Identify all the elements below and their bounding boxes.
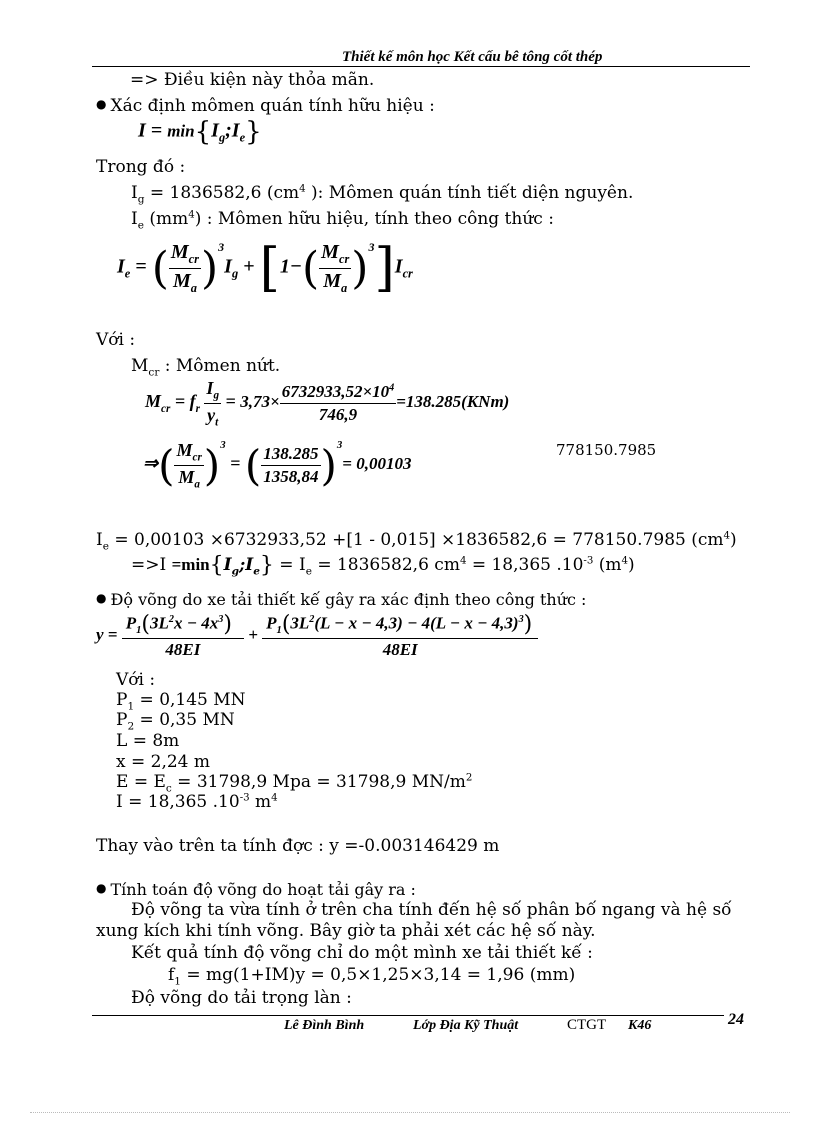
voi-label-2: Với :: [116, 670, 156, 690]
footer-ctgt: CTGT: [567, 1017, 607, 1033]
f1-value: $f_1 = mg(1+IM)y = 0,5\times 1,25\times 3,14 = 1,96$ (mm): [168, 965, 576, 988]
paragraph-line-2: xung kích khi tính võng. Bây giờ ta phải xét các hệ số này.: [96, 921, 596, 941]
deflection-heading: ● Độ võng do xe tải thiết kế gây ra xác định theo công thức :: [96, 590, 587, 609]
bullet-icon: ●: [96, 97, 107, 111]
voi-label-1: Với :: [96, 330, 136, 350]
condition-satisfied: => Điều kiện này thỏa mãn.: [130, 70, 375, 90]
formula-mcr: $M_{cr} = f_r$ $\frac{I_g}{y_t}$ = 3,73× $\frac{6732933,52\times 10^4}{746,9}$ =138.285(KNm): [145, 378, 510, 429]
ig-definition: $I_g = 1836582,6$ ($cm^4$ ): Mômen quán tính tiết diện nguyên.: [131, 183, 634, 206]
side-value: 778150.7985: [556, 441, 657, 459]
formula-i-min: $I = \min\{I_g;I_e\}$: [138, 117, 262, 147]
x-value: x = 2,24 m: [116, 752, 211, 772]
ie-definition: $I_e$ $(mm^4)$ : Mômen hữu hiệu, tính theo công thức :: [131, 209, 554, 232]
paragraph-line-1: Độ võng ta vừa tính ở trên cha tính đến hệ số phân bố ngang và hệ số: [131, 900, 732, 920]
mcr-definition: $M_{cr}$ : Mômen nứt.: [131, 356, 281, 379]
e-value: $E = E_c = 31798,9$ Mpa = 31798,9 $MN/m^2$: [116, 772, 473, 795]
bullet-icon: ●: [96, 591, 107, 605]
header-rule: [92, 66, 750, 67]
p2-value: $P_2 = 0,35$ MN: [116, 710, 235, 733]
section-inertia-heading: ● Xác định mômen quán tính hữu hiệu :: [96, 96, 435, 116]
lane-load-label: Độ võng do tải trọng làn :: [131, 988, 352, 1008]
formula-deflection: y = $\frac{P_1(3L^2x - 4x^3)}{48EI}$ + $\frac{P_1(3L^2(L - x - 4,3) - 4(L - x - 4,3)^3)}{48EI}$: [96, 612, 538, 660]
footer-cohort: K46: [628, 1018, 652, 1033]
page-header-title: Thiết kế môn học Kết cấu bê tông cốt thép: [342, 49, 603, 65]
ie-computation: $I_e = 0,00103 \times 6732933,52 +[1 - 0,015] \times 1836582,6 = 778150.7985$ $(cm^4)$: [96, 530, 737, 553]
trong-do-label: Trong đó :: [96, 157, 186, 177]
deflection-result: Thay vào trên ta tính đợc : y =-0.003146429 m: [96, 836, 500, 856]
formula-ie: $I_e$ = ( $\frac{M_{cr}}{M_a}$ )$^3I_g + [1-$( $\frac{M_{cr}}{M_a}$ )$^3]I_{cr}$: [117, 238, 413, 298]
footer-class: Lớp Địa Kỹ Thuật: [413, 1018, 519, 1033]
p1-value: $P_1 = 0,145$ MN: [116, 690, 246, 713]
bullet-icon: ●: [96, 881, 107, 895]
page-number: 24: [728, 1011, 744, 1028]
footer-author: Lê Đình Bình: [284, 1018, 365, 1033]
i-min-result: $=>I =\min\{I_g;I_e\} = I_e = 1836582,6$ $cm^4 = 18,365$ $.10^{-3}$ $(m^4)$: [131, 553, 635, 578]
i-value: I = 18,365 $.10^{-3}$ $m^4$: [116, 792, 278, 812]
live-load-heading: ● Tính toán độ võng do hoạt tải gây ra :: [96, 880, 416, 899]
l-value: L = 8m: [116, 731, 180, 751]
bottom-dotted-rule: [30, 1112, 790, 1113]
footer-rule: [92, 1015, 724, 1016]
formula-ratio: ⇒( $\frac{M_{cr}}{M_a}$ )$^3$ = ( $\frac{138.285}{1358,84}$ )$^3$= 0,00103: [143, 439, 412, 491]
truck-result-label: Kết quả tính độ võng chỉ do một mình xe tải thiết kế :: [131, 943, 593, 963]
